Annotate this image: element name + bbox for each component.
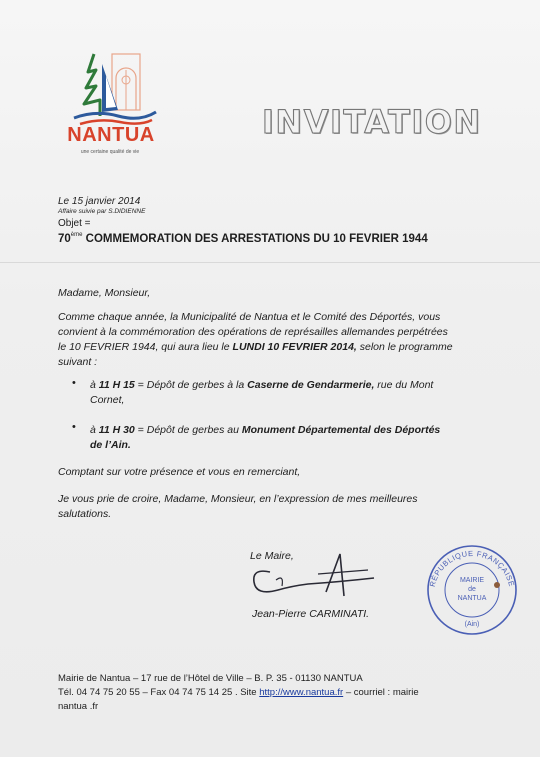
program-item-2-cont: de l’Ain. [90,439,131,451]
stamp-line: MAIRIE [459,577,485,584]
logo-tagline: une certaine qualité de vie [80,149,140,155]
text-run: selon le programme [356,341,453,353]
program-item-2 [90,423,440,437]
item-time: 11 H 15 [98,379,135,391]
text-run: Tél. 04 74 75 20 55 – Fax 04 74 75 14 25 . Site [58,687,260,698]
bullet-icon: • [72,377,76,389]
stamp-line: NANTUA [457,595,487,602]
stamp-ring-text: RÉPUBLIQUE FRANÇAISE [427,548,517,588]
subject-ordinal: ème [70,232,83,238]
town-hall-stamp [424,542,520,638]
closing-salutation: Je vous prie de croire, Madame, Monsieur, en l’expression de mes meilleures [58,493,418,505]
objet-label: Objet = [58,218,91,229]
text-run: = Dépôt de gerbes à la [134,379,248,391]
text-run: – courriel : mairie [343,687,419,698]
paragraph-line [58,340,453,355]
text-run: rue du Mont [374,379,434,391]
paragraph-line: suivant : [58,356,98,368]
footer-address: Mairie de Nantua – 17 rue de l’Hôtel de Ville – B. P. 35 - 01130 NANTUA [58,673,363,684]
item-location: Monument Départemental des Déportés [241,424,441,436]
subject-line [58,233,428,245]
closing-thanks: Comptant sur votre présence et vous en remerciant, [58,466,301,478]
item-time: 11 H 30 [98,424,135,436]
paragraph-line: Comme chaque année, la Municipalité de Nantua et le Comité des Déportés, vous [58,311,441,323]
closing-salutation-cont: salutations. [58,508,112,520]
footer-contacts [58,686,419,700]
stamp-line: (Ain) [464,621,480,628]
program-item-1-cont: Cornet, [90,394,125,406]
event-date: LUNDI 10 FEVRIER 2014, [232,341,357,353]
text-run: le 10 FEVRIER 1944, qui aura lieu le [58,341,233,353]
paper-fold-line [0,262,540,263]
text-run: = Dépôt de gerbes au [134,424,242,436]
bullet-icon: • [72,421,76,433]
affair-followed-by: Affaire suivie par S.DIDIENNE [58,208,146,215]
letter-date: Le 15 janvier 2014 [58,196,141,207]
invitation-title: INVITATION [262,103,482,141]
text-run: à [90,424,99,436]
greeting: Madame, Monsieur, [58,287,151,299]
ink-mark [494,582,500,588]
signatory-role: Le Maire, [250,550,294,562]
text-run: à [90,379,99,391]
website-link[interactable]: http://www.nantua.fr [259,687,344,698]
paragraph-line: convient à la commémoration des opérations de représailles allemandes perpétrées [58,326,448,338]
stamp-line: de [468,586,476,593]
handwritten-signature [248,544,378,614]
footer-email-cont: nantua .fr [58,701,99,712]
logo-name: NANTUA [67,124,155,146]
program-item-1 [90,378,433,392]
item-location: Caserne de Gendarmerie, [247,379,375,391]
subject-number: 70 [58,233,71,245]
signatory-name: Jean-Pierre CARMINATI. [252,608,370,620]
subject-text: COMMEMORATION DES ARRESTATIONS DU 10 FEVRIER 1944 [82,233,428,245]
